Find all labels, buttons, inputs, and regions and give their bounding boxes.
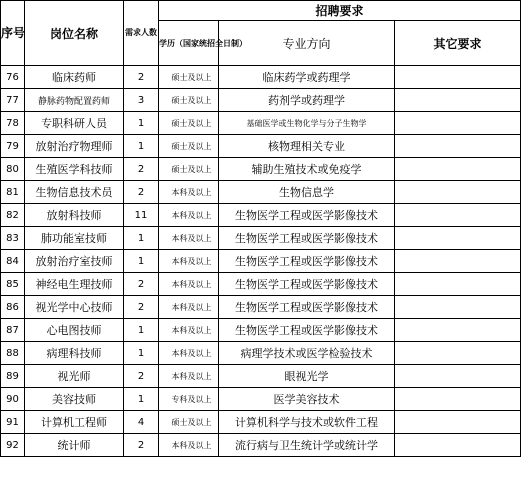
row-education: 硕士及以上: [159, 158, 219, 181]
row-position: 病理科技师: [25, 342, 124, 365]
row-education: 专科及以上: [159, 388, 219, 411]
table-row: [1, 411, 521, 434]
row-major: 临床药学或药理学: [219, 66, 395, 89]
row-count: 3: [124, 89, 159, 112]
row-position: 视光学中心技师: [25, 296, 124, 319]
row-major: 生物信息学: [219, 181, 395, 204]
row-position: 专职科研人员: [25, 112, 124, 135]
row-position: 生殖医学科技师: [25, 158, 124, 181]
row-major: 核物理相关专业: [219, 135, 395, 158]
row-major: 生物医学工程或医学影像技术: [219, 273, 395, 296]
row-education: 本科及以上: [159, 273, 219, 296]
row-major: 流行病与卫生统计学或统计学: [219, 434, 395, 457]
row-other: [395, 434, 521, 457]
row-education: 本科及以上: [159, 227, 219, 250]
row-major: 生物医学工程或医学影像技术: [219, 227, 395, 250]
row-education: 硕士及以上: [159, 89, 219, 112]
row-position: 放射治疗物理师: [25, 135, 124, 158]
row-position: 临床药师: [25, 66, 124, 89]
row-seq: 89: [1, 365, 25, 388]
header-seq: 序号: [1, 1, 25, 66]
table-row: [1, 112, 521, 135]
row-education: 硕士及以上: [159, 135, 219, 158]
row-education: 本科及以上: [159, 434, 219, 457]
row-major: 病理学技术或医学检验技术: [219, 342, 395, 365]
row-other: [395, 250, 521, 273]
header-other: 其它要求: [395, 21, 521, 66]
table-row: [1, 388, 521, 411]
row-count: 2: [124, 181, 159, 204]
table-row: [1, 273, 521, 296]
row-other: [395, 112, 521, 135]
row-other: [395, 342, 521, 365]
row-count: 2: [124, 158, 159, 181]
row-other: [395, 227, 521, 250]
row-position: 放射科技师: [25, 204, 124, 227]
row-other: [395, 66, 521, 89]
row-count: 2: [124, 66, 159, 89]
row-education: 本科及以上: [159, 365, 219, 388]
row-seq: 81: [1, 181, 25, 204]
row-education: 本科及以上: [159, 296, 219, 319]
header-position: 岗位名称: [25, 1, 124, 66]
row-major: 药剂学或药理学: [219, 89, 395, 112]
row-count: 1: [124, 250, 159, 273]
row-major: 眼视光学: [219, 365, 395, 388]
table-row: [1, 319, 521, 342]
row-seq: 80: [1, 158, 25, 181]
row-education: 硕士及以上: [159, 66, 219, 89]
table-row: [1, 227, 521, 250]
row-seq: 84: [1, 250, 25, 273]
row-other: [395, 204, 521, 227]
row-other: [395, 89, 521, 112]
table-row: [1, 250, 521, 273]
row-major: 医学美容技术: [219, 388, 395, 411]
row-count: 1: [124, 388, 159, 411]
row-count: 2: [124, 365, 159, 388]
row-other: [395, 319, 521, 342]
row-position: 肺功能室技师: [25, 227, 124, 250]
table-row: [1, 365, 521, 388]
row-count: 4: [124, 411, 159, 434]
header-education: 学历（国家统招全日制）: [159, 21, 219, 66]
table-row: [1, 66, 521, 89]
row-count: 2: [124, 296, 159, 319]
row-other: [395, 273, 521, 296]
row-other: [395, 158, 521, 181]
table-row: [1, 296, 521, 319]
row-education: 硕士及以上: [159, 112, 219, 135]
row-seq: 76: [1, 66, 25, 89]
row-count: 2: [124, 434, 159, 457]
row-position: 统计师: [25, 434, 124, 457]
row-count: 1: [124, 135, 159, 158]
row-seq: 92: [1, 434, 25, 457]
row-seq: 77: [1, 89, 25, 112]
row-other: [395, 365, 521, 388]
table-row: [1, 342, 521, 365]
header-recruit: 招聘要求: [159, 1, 521, 21]
row-education: 本科及以上: [159, 319, 219, 342]
row-other: [395, 411, 521, 434]
row-other: [395, 181, 521, 204]
row-seq: 88: [1, 342, 25, 365]
row-seq: 85: [1, 273, 25, 296]
table-row: [1, 158, 521, 181]
row-count: 1: [124, 319, 159, 342]
row-major: 生物医学工程或医学影像技术: [219, 204, 395, 227]
row-other: [395, 296, 521, 319]
row-major: 生物医学工程或医学影像技术: [219, 296, 395, 319]
row-seq: 86: [1, 296, 25, 319]
row-count: 1: [124, 342, 159, 365]
row-position: 静脉药物配置药师: [25, 89, 124, 112]
row-education: 本科及以上: [159, 181, 219, 204]
row-seq: 87: [1, 319, 25, 342]
row-position: 视光师: [25, 365, 124, 388]
row-education: 硕士及以上: [159, 411, 219, 434]
row-count: 2: [124, 273, 159, 296]
row-other: [395, 135, 521, 158]
table-row: [1, 181, 521, 204]
row-major: 生物医学工程或医学影像技术: [219, 250, 395, 273]
table-row: [1, 89, 521, 112]
row-major: 生物医学工程或医学影像技术: [219, 319, 395, 342]
row-seq: 83: [1, 227, 25, 250]
table-row: [1, 434, 521, 457]
row-position: 计算机工程师: [25, 411, 124, 434]
header-count: 需求人数: [124, 1, 159, 66]
row-major: 计算机科学与技术或软件工程: [219, 411, 395, 434]
header-major: 专业方向: [219, 21, 395, 66]
row-major: 基础医学或生物化学与分子生物学: [219, 112, 395, 135]
table-row: [1, 135, 521, 158]
row-count: 11: [124, 204, 159, 227]
row-position: 生物信息技术员: [25, 181, 124, 204]
row-seq: 90: [1, 388, 25, 411]
row-position: 放射治疗室技师: [25, 250, 124, 273]
row-position: 神经电生理技师: [25, 273, 124, 296]
row-education: 本科及以上: [159, 342, 219, 365]
row-major: 辅助生殖技术或免疫学: [219, 158, 395, 181]
row-position: 心电图技师: [25, 319, 124, 342]
row-education: 本科及以上: [159, 204, 219, 227]
table-row: [1, 204, 521, 227]
row-count: 1: [124, 112, 159, 135]
row-seq: 91: [1, 411, 25, 434]
row-position: 美容技师: [25, 388, 124, 411]
row-education: 本科及以上: [159, 250, 219, 273]
row-seq: 79: [1, 135, 25, 158]
row-count: 1: [124, 227, 159, 250]
header-row-1: [1, 1, 521, 21]
row-seq: 82: [1, 204, 25, 227]
row-other: [395, 388, 521, 411]
row-seq: 78: [1, 112, 25, 135]
